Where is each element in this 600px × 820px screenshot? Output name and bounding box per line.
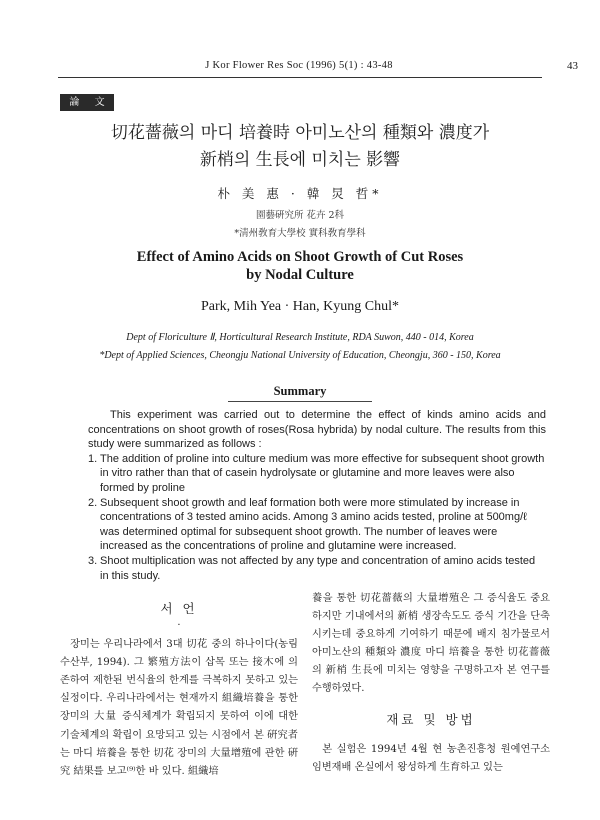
summary-rule xyxy=(228,401,372,402)
summary-body xyxy=(88,408,546,583)
summary-item-text: The addition of proline into culture medium was more effective for subsequent shoot growth in vitro rather than that of casein hydrolysate or glutamine and more leaves were also formed by proline xyxy=(100,452,545,494)
english-title-line-1: Effect of Amino Acids on Shoot Growth of Cut Roses xyxy=(136,249,464,265)
korean-title-line-1: 切花薔薇의 마디 培養時 아미노산의 種類와 濃度가 xyxy=(110,123,490,143)
left-column xyxy=(60,590,298,781)
korean-title xyxy=(60,120,540,174)
summary-item-number: 2. xyxy=(88,496,98,509)
page-number: 43 xyxy=(567,60,578,72)
right-column xyxy=(312,590,550,777)
summary-item-text: Shoot multiplication was not affected by any type and concentration of amino acids tested in this study. xyxy=(100,554,536,582)
korean-affiliation-2: *淸州敎育大學校 實科敎育學科 xyxy=(234,228,366,239)
header-rule xyxy=(58,77,542,78)
korean-title-line-2: 新梢의 生長에 미치는 影響 xyxy=(199,150,401,170)
english-title-line-2: by Nodal Culture xyxy=(246,267,354,283)
summary-intro: This experiment was carried out to determine the effect of kinds amino acids and concentrations on shoot growth of roses(Rosa hybrida) by nodal culture. The results from this study were summarized as follows : xyxy=(88,409,546,451)
english-title xyxy=(60,248,540,284)
summary-item-number: 1. xyxy=(88,452,98,465)
summary-list xyxy=(88,452,546,583)
summary-item-number: 3. xyxy=(88,554,98,567)
summary-item xyxy=(88,554,546,583)
english-affiliation-1: Dept of Floriculture Ⅱ, Horticultural Research Institute, RDA Suwon, 440 - 014, Korea xyxy=(126,332,474,343)
running-head xyxy=(20,60,578,76)
summary-heading: Summary xyxy=(273,384,327,398)
introduction-paragraph: 장미는 우리나라에서 3대 切花 중의 하나이다(농림수산부, 1994). 그 繁殖方法이 삽목 또는 接木에 의존하여 제한된 번식율의 한계를 극복하지 못하고 있는 실정이다. 우리나라에서는 현재까지 組織培養을 통한 장미의 大量 증식체계가 확립되지 못하여 이에 대한 기술체계의 확립이 요망되고 있는 시점에서 본 硏究者는 마디 培養을 통한 切花 장미의 大量增殖에 관한 硏究 結果를 보고⁽⁹⁾한 바 있다. 組織培 xyxy=(60,639,298,777)
korean-authors: 朴 美 惠 · 韓 炅 哲* xyxy=(217,186,383,201)
materials-methods-paragraph: 본 실험은 1994년 4월 현 농촌진흥청 원예연구소 임변재배 온실에서 왕성하게 生育하고 있는 xyxy=(312,743,550,773)
materials-methods-heading: 재료 및 방법 xyxy=(386,711,476,727)
heading-dot: · xyxy=(177,620,181,632)
summary-item-text: Subsequent shoot growth and leaf formation both were more stimulated by increase in concentrations of 3 tested amino acids. Among 3 amino acids tested, proline at 500mg/ℓ was determined optimal for subsequent shoot growth. The number of leaves were increased as the concentrations of proline and glutamine were increased. xyxy=(100,496,527,553)
english-authors: Park, Mih Yea · Han, Kyung Chul* xyxy=(201,299,399,314)
korean-affiliation-1: 園藝硏究所 花卉 2科 xyxy=(255,210,345,221)
journal-citation: J Kor Flower Res Soc (1996) 5(1) : 43-48 xyxy=(205,60,393,71)
introduction-continued-paragraph: 養을 통한 切花薔薇의 大量增殖은 그 증식율도 중요하지만 기내에서의 新梢 생장속도도 증식 기간을 단축시키는데 중요하게 기여하기 때문에 배지 침가물로서 아미노산의 種類와 濃度 마디 培養을 통한 切花薔薇의 新梢 生長에 미치는 영향을 구명하고자 본 연구를 수행하였다. xyxy=(312,593,550,695)
summary-item xyxy=(88,452,546,496)
article-type-badge: 論 文 xyxy=(60,94,114,111)
english-affiliation-2: *Dept of Applied Sciences, Cheongju National University of Education, Cheongju, 360 - 150, Korea xyxy=(99,350,501,361)
introduction-heading: 서 언 xyxy=(160,601,198,616)
summary-item xyxy=(88,496,546,554)
